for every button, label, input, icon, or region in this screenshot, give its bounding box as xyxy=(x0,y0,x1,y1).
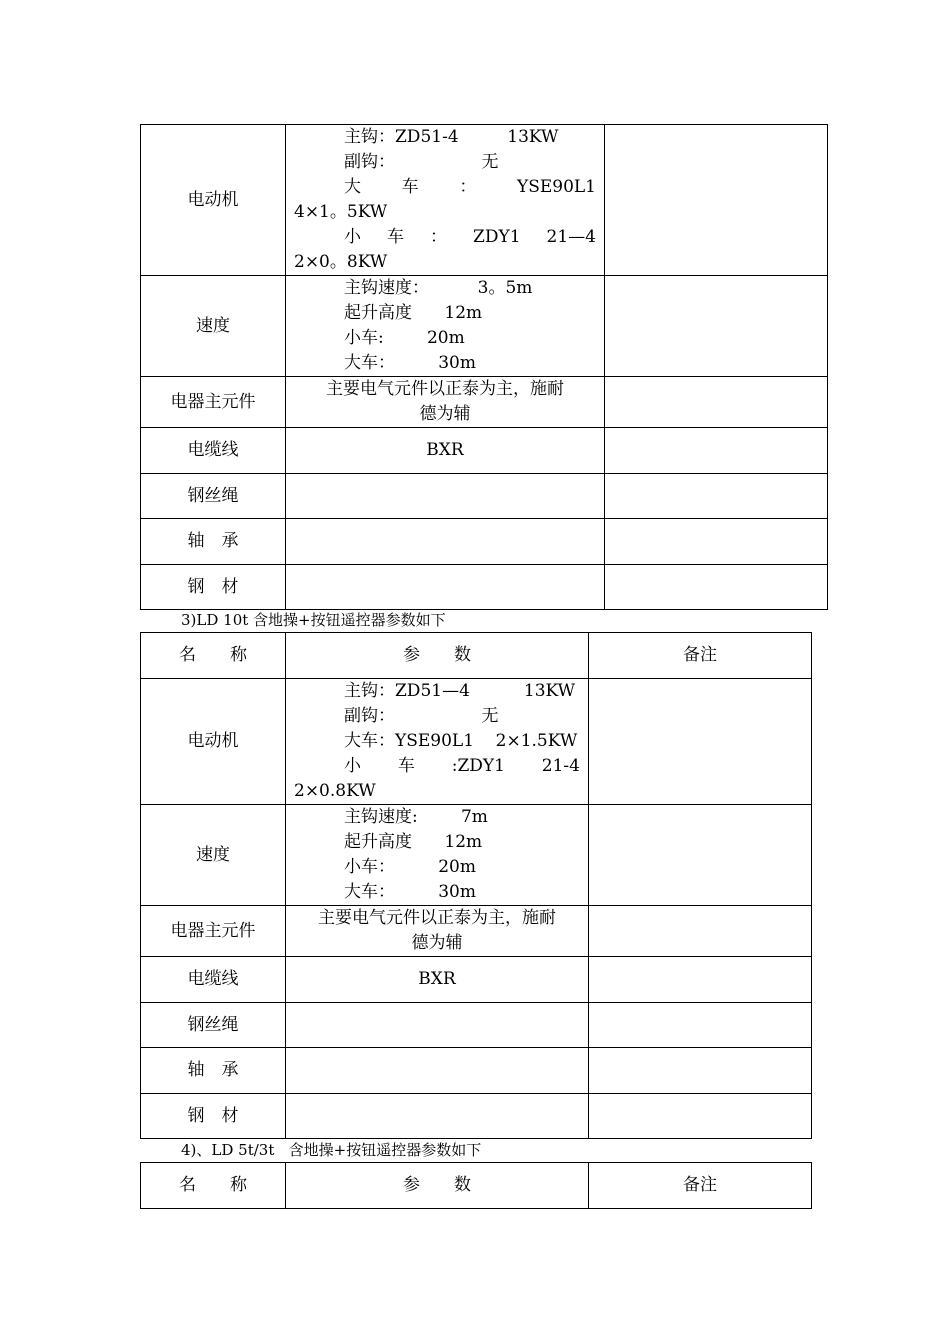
trolley-line xyxy=(294,225,596,250)
header-name: 名 称 xyxy=(141,633,286,679)
text-part: 车 xyxy=(401,177,419,197)
row-name-electrical: 电器主元件 xyxy=(141,377,286,428)
wire-rope-value xyxy=(286,474,605,519)
trolley-speed-line: 小车： 20m xyxy=(344,857,476,877)
section-caption-4: 4)、LD 5t/3t 含地操+按钮遥控器参数如下 xyxy=(181,1141,482,1159)
main-hook-line: 主钩：ZD51-4 13KW xyxy=(344,127,559,147)
remark-cell xyxy=(589,906,812,957)
electrical-params xyxy=(286,906,589,957)
remark-cell xyxy=(605,377,828,428)
bridge-line xyxy=(294,175,596,200)
wire-rope-value xyxy=(286,1003,589,1048)
text-part: 车 xyxy=(397,756,415,776)
motor-params xyxy=(286,679,589,805)
text-part: :ZDY1 xyxy=(451,756,505,776)
row-name-cable: 电缆线 xyxy=(141,428,286,474)
aux-hook-line: 副钩： 无 xyxy=(344,152,499,172)
spec-table-continued xyxy=(140,124,828,610)
bridge-line: 大车：YSE90L1 2×1.5KW xyxy=(344,731,578,751)
bearing-value xyxy=(286,519,605,565)
text-part: 21-4 xyxy=(541,756,580,776)
row-name-bearing: 轴 承 xyxy=(141,1048,286,1094)
main-hook-speed-line: 主钩速度： 3。5m xyxy=(344,278,533,298)
remark-cell xyxy=(605,519,828,565)
main-hook-line: 主钩：ZD51—4 13KW xyxy=(344,681,576,701)
bridge-speed-line: 大车： 30m xyxy=(344,353,476,373)
row-name-speed: 速度 xyxy=(141,805,286,906)
remark-cell xyxy=(589,679,812,805)
text-part: 21—4 xyxy=(546,227,596,247)
text-part: ： xyxy=(430,227,448,247)
remark-cell xyxy=(605,474,828,519)
remark-cell xyxy=(589,1094,812,1139)
motor-params xyxy=(286,125,605,276)
trolley-line xyxy=(294,754,580,779)
text-part: ZDY1 xyxy=(473,227,521,247)
trolley-line-2: 2×0。8KW xyxy=(294,252,388,272)
electrical-line-2: 德为辅 xyxy=(419,404,471,424)
remark-cell xyxy=(589,1048,812,1094)
text-part: YSE90L1 xyxy=(516,177,596,197)
steel-value xyxy=(286,565,605,610)
row-name-speed: 速度 xyxy=(141,276,286,377)
row-name-steel: 钢 材 xyxy=(141,565,286,610)
row-name-steel: 钢 材 xyxy=(141,1094,286,1139)
cable-value: BXR xyxy=(286,428,605,474)
text-part: 车 xyxy=(387,227,405,247)
row-name-wire-rope: 钢丝绳 xyxy=(141,474,286,519)
main-hook-speed-line: 主钩速度: 7m xyxy=(344,807,488,827)
speed-params xyxy=(286,276,605,377)
spec-table-ld5t xyxy=(140,1162,812,1209)
row-name-electrical: 电器主元件 xyxy=(141,906,286,957)
lift-height-line: 起升高度 12m xyxy=(344,303,483,323)
electrical-line-2: 德为辅 xyxy=(411,933,463,953)
aux-hook-line: 副钩： 无 xyxy=(344,706,499,726)
spec-table-ld10t xyxy=(140,632,812,1139)
trolley-line-2: 2×0.8KW xyxy=(294,781,376,801)
steel-value xyxy=(286,1094,589,1139)
remark-cell xyxy=(589,1003,812,1048)
remark-cell xyxy=(605,428,828,474)
row-name-motor: 电动机 xyxy=(141,679,286,805)
header-name: 名 称 xyxy=(141,1163,286,1209)
remark-cell xyxy=(589,805,812,906)
remark-cell xyxy=(605,125,828,276)
header-remark: 备注 xyxy=(589,633,812,679)
bridge-line-2: 4×1。5KW xyxy=(294,202,388,222)
electrical-line-1: 主要电气元件以正泰为主，施耐 xyxy=(318,908,556,928)
header-params: 参 数 xyxy=(286,1163,589,1209)
remark-cell xyxy=(589,957,812,1003)
row-name-cable: 电缆线 xyxy=(141,957,286,1003)
bridge-speed-line: 大车： 30m xyxy=(344,882,476,902)
row-name-motor: 电动机 xyxy=(141,125,286,276)
text-part: 小 xyxy=(344,227,361,247)
speed-params xyxy=(286,805,589,906)
text-part: 小 xyxy=(344,756,361,776)
electrical-params xyxy=(286,377,605,428)
lift-height-line: 起升高度 12m xyxy=(344,832,483,852)
row-name-wire-rope: 钢丝绳 xyxy=(141,1003,286,1048)
header-params: 参 数 xyxy=(286,633,589,679)
section-caption-3: 3)LD 10t 含地操+按钮遥控器参数如下 xyxy=(181,611,446,629)
text-part: ： xyxy=(459,177,477,197)
remark-cell xyxy=(605,276,828,377)
remark-cell xyxy=(605,565,828,610)
bearing-value xyxy=(286,1048,589,1094)
header-remark: 备注 xyxy=(589,1163,812,1209)
row-name-bearing: 轴 承 xyxy=(141,519,286,565)
text-part: 大 xyxy=(344,177,361,197)
trolley-speed-line: 小车: 20m xyxy=(344,328,465,348)
electrical-line-1: 主要电气元件以正泰为主，施耐 xyxy=(326,379,564,399)
cable-value: BXR xyxy=(286,957,589,1003)
